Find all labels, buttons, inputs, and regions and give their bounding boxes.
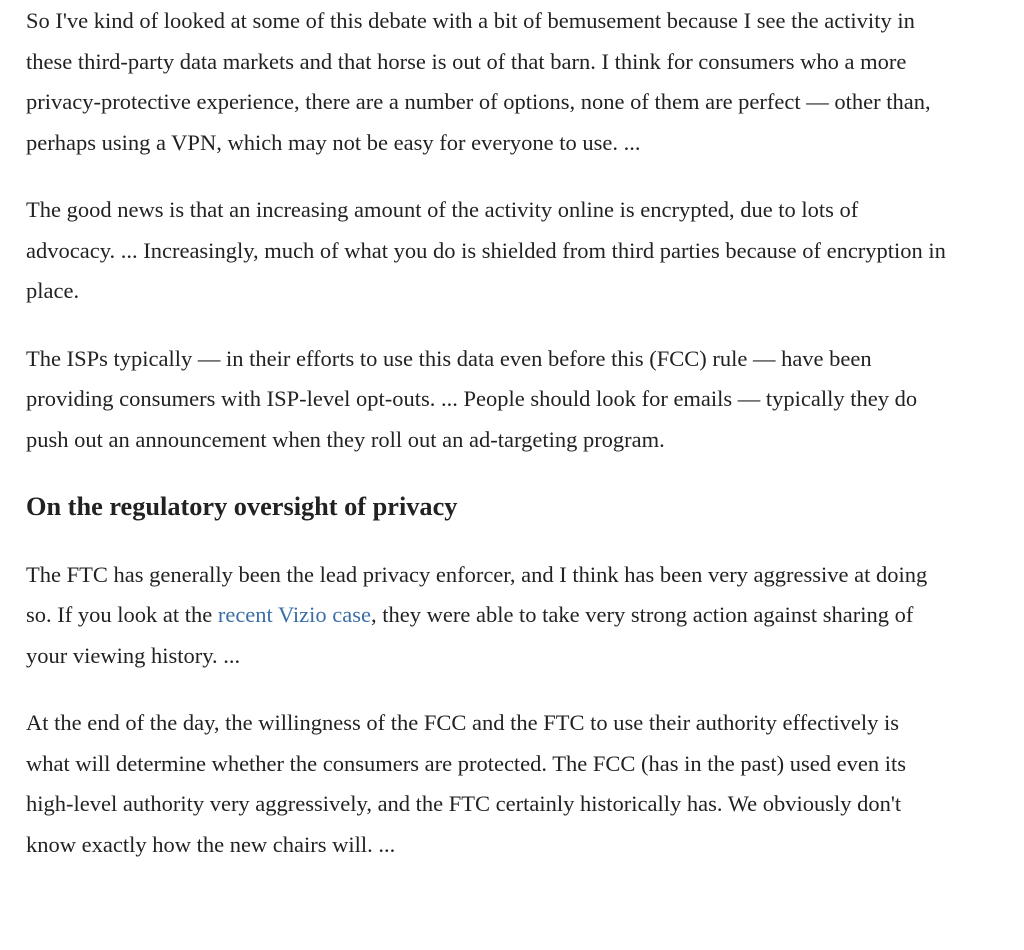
- section-heading: On the regulatory oversight of privacy: [26, 492, 458, 521]
- paragraph-ftc-enforcement: [26, 555, 946, 677]
- paragraph-ftc-text-before: The FTC has generally been the lead privacy enforcer, and I think has been very aggressive at doing so. If you look at the: [26, 561, 928, 627]
- paragraph-vpn-options: So I've kind of looked at some of this debate with a bit of bemusement because I see the activity in these third-party data markets and that horse is out of that barn. I think for consumers who a more privacy-protective experience, there are a number of options, none of them are perfect — other than, perhaps using a VPN, which may not be easy for everyone to use. ...: [26, 8, 931, 155]
- paragraph-encryption: The good news is that an increasing amount of the activity online is encrypted, due to lots of advocacy. ... Increasingly, much of what you do is shielded from third parties because of encryption in place.: [26, 197, 946, 303]
- paragraph-ftc-text-after: , they were able to take very strong action against sharing of your viewing history. ...: [26, 602, 914, 668]
- vizio-case-link[interactable]: recent Vizio case: [217, 602, 371, 627]
- paragraph-fcc-ftc-authority: At the end of the day, the willingness of the FCC and the FTC to use their authority effectively is what will determine whether the consumers are protected. The FCC (has in the past) used even its high-level authority very aggressively, and the FTC certainly historically has. We obviously don't know exactly how the new chairs will. ...: [26, 710, 906, 857]
- paragraph-isp-opt-outs: The ISPs typically — in their efforts to use this data even before this (FCC) rule — have been providing consumers with ISP-level opt-outs. ... People should look for emails — typically they do push out an announcement when they roll out an ad-targeting program.: [26, 345, 918, 452]
- article-body: [26, 0, 946, 865]
